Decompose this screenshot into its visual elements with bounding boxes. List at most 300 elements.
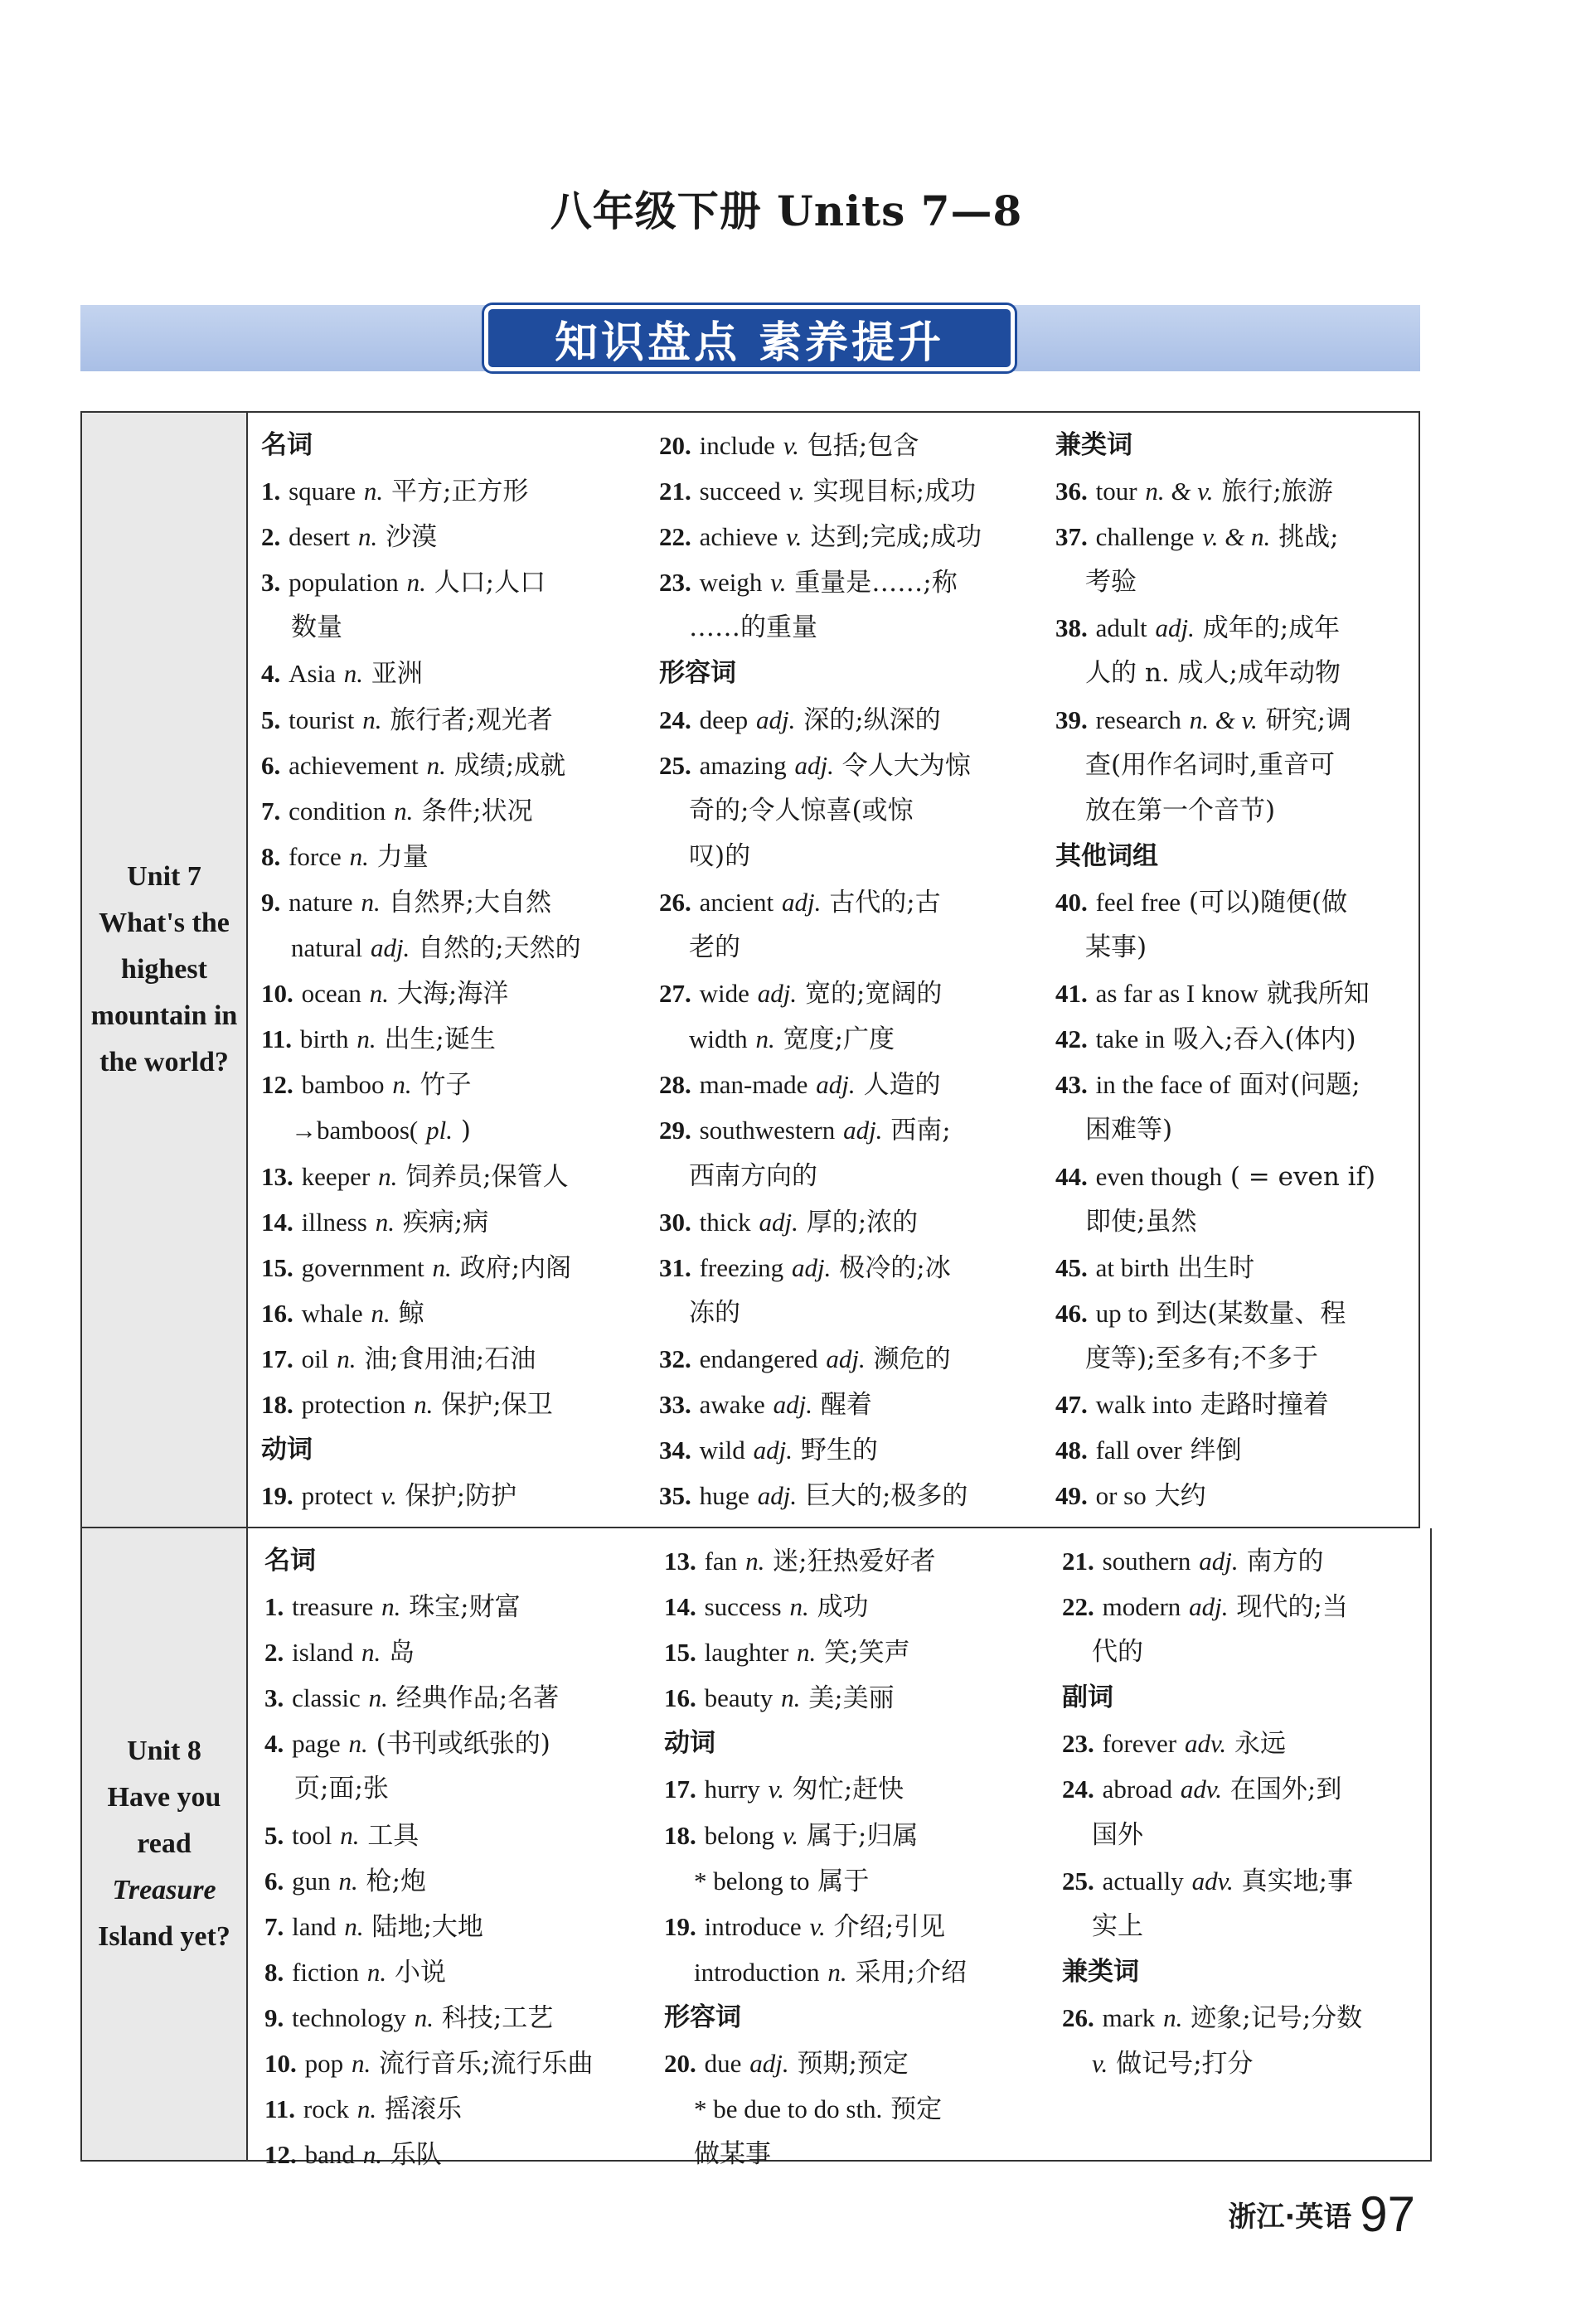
entry-number: 18. xyxy=(261,1389,293,1419)
entry-word: illness xyxy=(301,1207,367,1237)
entry-meaning: 奇的;令人惊喜(或惊 xyxy=(689,795,914,826)
vocab-continuation xyxy=(1062,1904,1427,1949)
vocab-entry xyxy=(264,2086,654,2132)
entry-meaning: 达到;完成;成功 xyxy=(810,522,982,553)
vocab-column xyxy=(264,1538,654,2177)
entry-number: 7. xyxy=(261,796,281,826)
entry-number: 7. xyxy=(264,1911,284,1941)
entry-word: take in xyxy=(1095,1024,1166,1054)
vocab-continuation xyxy=(1055,559,1420,605)
vocab-entry xyxy=(264,2041,654,2086)
entry-word: desert xyxy=(289,522,351,552)
unit-7-table xyxy=(80,411,1420,1528)
part-of-speech: n. xyxy=(745,1547,765,1576)
entry-number: 16. xyxy=(664,1683,696,1713)
vocab-entry xyxy=(1062,1721,1427,1766)
entry-meaning: 力量 xyxy=(376,841,429,872)
unit-8-label xyxy=(98,1728,230,1960)
entry-meaning: 人造的 xyxy=(863,1070,941,1101)
entry-meaning: 面对(问题; xyxy=(1239,1070,1360,1101)
vocab-entry xyxy=(664,1584,1054,1629)
entry-meaning: 即使;虽然 xyxy=(1085,1206,1197,1237)
entry-meaning: 乐队 xyxy=(390,2140,442,2171)
entry-number: 14. xyxy=(664,1592,696,1622)
entry-word: ancient xyxy=(699,887,774,917)
entry-number: 27. xyxy=(659,979,691,1009)
entry-meaning: (可以)随便(做 xyxy=(1188,887,1348,917)
entry-word: tourist xyxy=(289,704,355,734)
entry-number: 25. xyxy=(1062,1866,1094,1896)
entry-word: bamboo xyxy=(301,1070,385,1100)
vocab-entry xyxy=(1055,1473,1420,1518)
entry-meaning: 大海;海洋 xyxy=(396,979,509,1009)
vocab-entry xyxy=(664,1675,1054,1721)
vocab-entry xyxy=(659,971,1049,1016)
entry-word: achievement xyxy=(289,750,419,780)
entry-word: in the face of xyxy=(1095,1070,1231,1100)
vocab-entry xyxy=(264,1721,654,1766)
part-of-speech: adj. xyxy=(753,1436,793,1465)
entry-word: as far as I know xyxy=(1095,979,1258,1009)
unit-8-table xyxy=(80,1528,1432,2171)
entry-meaning: 人的 n. 成人;成年动物 xyxy=(1085,658,1341,689)
vocab-entry xyxy=(261,1336,651,1382)
entry-number: 23. xyxy=(1062,1729,1094,1759)
entry-meaning: 岛 xyxy=(389,1638,415,1668)
category-heading: 动词 xyxy=(664,1728,715,1759)
part-of-speech: adj. xyxy=(756,704,796,734)
entry-word: adult xyxy=(1095,613,1147,643)
vocab-entry xyxy=(261,1154,651,1199)
vocab-entry xyxy=(664,1629,1054,1675)
entry-number: 20. xyxy=(659,431,691,460)
part-of-speech: n. xyxy=(362,2140,382,2170)
entry-meaning: 就我所知 xyxy=(1266,979,1370,1009)
part-of-speech: adj. xyxy=(781,887,822,917)
vocab-continuation xyxy=(1055,651,1420,696)
part-of-speech: n. xyxy=(827,1957,847,1987)
part-of-speech: n. xyxy=(797,1638,817,1668)
part-of-speech: v. xyxy=(786,522,803,552)
entry-meaning: 厚的;浓的 xyxy=(806,1207,919,1237)
entry-meaning: 流行音乐;流行乐曲 xyxy=(379,2049,594,2079)
part-of-speech: n. xyxy=(789,1592,809,1622)
vocab-entry xyxy=(264,1949,654,1995)
entry-meaning: 沙漠 xyxy=(386,522,438,553)
entry-meaning: 美;美丽 xyxy=(808,1683,895,1714)
entry-word: amazing xyxy=(699,750,787,780)
part-of-speech: adj. xyxy=(773,1389,813,1419)
entry-meaning: 属于;归属 xyxy=(806,1820,919,1851)
unit-7-label xyxy=(91,854,238,1086)
vocab-continuation xyxy=(261,605,651,651)
unit-label-line: Treasure xyxy=(112,1875,216,1905)
entry-word: rock xyxy=(303,2094,349,2124)
entry-word: government xyxy=(301,1252,424,1282)
part-of-speech: adj. xyxy=(759,1207,798,1237)
entry-number: 12. xyxy=(264,2140,297,2170)
entry-meaning: 科技;工艺 xyxy=(441,2002,554,2033)
entry-number: 4. xyxy=(261,659,281,689)
vocab-entry xyxy=(664,1766,1054,1812)
unit-label-line: Unit 8 xyxy=(127,1736,201,1766)
entry-word: mark xyxy=(1102,2002,1156,2032)
entry-number: 2. xyxy=(264,1638,284,1668)
unit-label-line: Island yet? xyxy=(98,1921,230,1952)
vocab-continuation xyxy=(659,605,1049,651)
part-of-speech: adj. xyxy=(816,1070,856,1100)
entry-word: introduce xyxy=(704,1911,802,1941)
part-of-speech: n. xyxy=(392,1070,412,1100)
entry-number: 4. xyxy=(264,1729,284,1759)
entry-word: gun xyxy=(292,1866,331,1896)
entry-word: pop xyxy=(304,2049,344,2079)
part-of-speech: n. xyxy=(432,1252,452,1282)
vocab-column xyxy=(1055,423,1420,1518)
part-of-speech: n. xyxy=(349,841,369,871)
entry-number: 42. xyxy=(1055,1024,1088,1054)
part-of-speech: n. xyxy=(368,1683,388,1713)
vocab-entry xyxy=(264,1858,654,1904)
entry-meaning: 陆地;大地 xyxy=(371,1911,483,1942)
entry-meaning: 包括;包含 xyxy=(807,431,919,461)
vocab-entry xyxy=(261,1245,651,1290)
entry-meaning: 度等);至多有;不多于 xyxy=(1085,1343,1318,1373)
entry-meaning: 笑;笑声 xyxy=(824,1638,910,1668)
vocab-continuation xyxy=(264,1766,654,1812)
vocab-continuation xyxy=(1062,2041,1427,2086)
entry-word: width xyxy=(689,1024,748,1054)
entry-number: 10. xyxy=(264,2049,297,2079)
entry-number: 5. xyxy=(264,1820,284,1850)
part-of-speech: n. xyxy=(361,887,381,917)
entry-meaning: 鲸 xyxy=(398,1298,424,1329)
vocab-continuation xyxy=(1055,1107,1420,1153)
entry-number: 9. xyxy=(261,887,281,917)
entry-word: laughter xyxy=(704,1638,789,1668)
unit-label-line: Have you xyxy=(107,1782,221,1813)
entry-word: population xyxy=(289,568,399,598)
category-heading: 副词 xyxy=(1062,1682,1113,1713)
category-heading: 名词 xyxy=(264,1546,316,1576)
part-of-speech: n. xyxy=(426,750,446,780)
entry-word: classic xyxy=(292,1683,361,1713)
vocab-continuation xyxy=(1055,1336,1420,1382)
entry-number: 29. xyxy=(659,1116,691,1145)
entry-number: 18. xyxy=(664,1820,696,1850)
vocab-entry xyxy=(659,1382,1049,1427)
section-banner xyxy=(484,305,1015,371)
part-of-speech: n. xyxy=(366,1957,387,1987)
entry-number: 25. xyxy=(659,750,691,780)
entry-number: 9. xyxy=(264,2002,284,2032)
entry-number: 8. xyxy=(261,841,281,871)
part-of-speech: n. xyxy=(781,1683,801,1713)
entry-meaning: 旅行者;观光者 xyxy=(390,704,553,735)
vocab-continuation xyxy=(1055,743,1420,788)
entry-meaning: 出生;诞生 xyxy=(384,1024,496,1055)
entry-meaning: 大约 xyxy=(1154,1481,1206,1512)
entry-meaning: 人口;人口 xyxy=(434,568,546,598)
vocab-entry xyxy=(1055,468,1420,514)
entry-word: challenge xyxy=(1095,522,1195,552)
category-heading: 兼类词 xyxy=(1055,430,1132,460)
vocab-entry xyxy=(1062,1584,1427,1629)
entry-meaning: 成年的;成年 xyxy=(1202,613,1341,644)
entry-meaning: 枪;炮 xyxy=(366,1866,427,1896)
entry-word: technology xyxy=(292,2002,406,2032)
entry-number: 1. xyxy=(264,1592,284,1622)
part-of-speech: n. xyxy=(369,979,389,1009)
unit-label-line: What's the xyxy=(99,908,230,938)
vocab-entry xyxy=(261,697,651,743)
entry-meaning: 数量 xyxy=(291,612,342,643)
entry-meaning: 研究;调 xyxy=(1265,704,1352,735)
entry-word: introduction xyxy=(694,1957,820,1987)
entry-number: 19. xyxy=(261,1481,293,1511)
entry-meaning: 迹象;记号;分数 xyxy=(1191,2002,1363,2033)
entry-meaning: 自然界;大自然 xyxy=(388,887,551,917)
unit-label-line: highest xyxy=(121,954,207,985)
entry-meaning: 自然的;天然的 xyxy=(418,933,581,964)
part-of-speech: n. xyxy=(414,2002,434,2032)
entry-number: 22. xyxy=(659,522,691,552)
entry-meaning: 做记号;打分 xyxy=(1116,2049,1254,2079)
entry-number: 6. xyxy=(261,750,281,780)
entry-word: belong xyxy=(704,1820,774,1850)
entry-number: 26. xyxy=(1062,2002,1094,2032)
entry-meaning: 重量是……;称 xyxy=(794,568,958,598)
part-of-speech: n. xyxy=(394,796,414,826)
entry-number: 21. xyxy=(1062,1547,1094,1576)
entry-meaning: 深的;纵深的 xyxy=(803,704,941,735)
vocab-entry xyxy=(1062,1538,1427,1584)
entry-meaning: 野生的 xyxy=(800,1436,878,1466)
entry-meaning: 条件;状况 xyxy=(421,796,533,826)
entry-number: 3. xyxy=(264,1683,284,1713)
entry-meaning: 挑战; xyxy=(1278,522,1339,553)
entry-word: wild xyxy=(699,1436,745,1465)
entry-number: 49. xyxy=(1055,1481,1088,1511)
entry-word: success xyxy=(704,1592,782,1622)
part-of-speech: adv. xyxy=(1191,1866,1234,1896)
entry-word: oil xyxy=(301,1344,329,1373)
entry-number: 35. xyxy=(659,1481,691,1511)
vocab-entry xyxy=(659,514,1049,559)
entry-word: weigh xyxy=(699,568,763,598)
part-of-speech: v. xyxy=(381,1481,397,1511)
entry-word: huge xyxy=(699,1481,749,1511)
category-heading: 兼类词 xyxy=(1062,1956,1139,1987)
vocab-continuation xyxy=(261,1107,651,1153)
banner-text: 知识盘点 素养提升 xyxy=(554,317,945,368)
vocab-column xyxy=(659,423,1049,1518)
part-of-speech: adj. xyxy=(792,1252,832,1282)
part-of-speech: adj. xyxy=(826,1344,866,1373)
vocab-continuation xyxy=(261,925,651,971)
vocab-entry xyxy=(659,743,1049,788)
entry-number: 12. xyxy=(261,1070,293,1100)
unit-label-line: Unit 7 xyxy=(127,861,201,892)
vocab-entry xyxy=(264,1629,654,1675)
part-of-speech: n. xyxy=(340,1820,360,1850)
entry-number: 30. xyxy=(659,1207,691,1237)
vocab-entry xyxy=(264,2132,654,2177)
entry-meaning: 宽的;宽阔的 xyxy=(804,979,943,1009)
vocab-entry xyxy=(261,834,651,879)
entry-number: 26. xyxy=(659,887,691,917)
entry-meaning: 实现目标;成功 xyxy=(812,477,977,507)
entry-meaning: 平方;正方形 xyxy=(390,477,529,507)
unit-label-line: mountain in xyxy=(90,1000,238,1031)
entry-word: hurry xyxy=(704,1774,760,1804)
vocab-column xyxy=(664,1538,1054,2177)
vocab-continuation xyxy=(659,1016,1049,1062)
entry-meaning: 油;食用油;石油 xyxy=(364,1344,536,1374)
entry-word: beauty xyxy=(704,1683,774,1713)
entry-number: 10. xyxy=(261,979,293,1009)
entry-number: 38. xyxy=(1055,613,1088,643)
entry-meaning: (书刊或纸张的) xyxy=(376,1729,550,1760)
entry-meaning: 实上 xyxy=(1092,1910,1143,1941)
page-title: 八年级下册 Units 7—8 xyxy=(550,186,1023,235)
entry-meaning: 成绩;成就 xyxy=(453,750,566,781)
entry-meaning: 预定 xyxy=(890,2094,943,2125)
footer-label: 浙江·英语 xyxy=(1228,2201,1352,2234)
entry-meaning: 政府;内阁 xyxy=(459,1252,572,1283)
vocab-continuation xyxy=(659,1154,1049,1199)
vocab-continuation xyxy=(664,1858,1054,1904)
page-footer xyxy=(1228,2181,1415,2242)
entry-meaning: 竹子 xyxy=(419,1070,472,1101)
entry-number: 46. xyxy=(1055,1298,1088,1328)
vocab-entry xyxy=(659,879,1049,925)
entry-meaning: 老的 xyxy=(689,932,740,963)
part-of-speech: v. xyxy=(809,1911,826,1941)
vocab-continuation xyxy=(664,1949,1054,1995)
part-of-speech: n. xyxy=(363,477,384,506)
entry-meaning: 冻的 xyxy=(689,1297,740,1328)
entry-number: 22. xyxy=(1062,1592,1094,1622)
vocab-entry xyxy=(261,971,651,1016)
entry-number: 8. xyxy=(264,1957,284,1987)
part-of-speech: n. xyxy=(338,1866,358,1896)
entry-word: deep xyxy=(699,704,749,734)
entry-number: 33. xyxy=(659,1389,691,1419)
vocab-entry xyxy=(264,1675,654,1721)
vocab-entry xyxy=(659,1199,1049,1245)
vocab-entry xyxy=(1062,1766,1427,1812)
part-of-speech: v. & n. xyxy=(1202,522,1271,552)
entry-number: 43. xyxy=(1055,1070,1088,1100)
vocab-continuation xyxy=(664,2086,1054,2132)
vocab-entry xyxy=(659,1245,1049,1290)
part-of-speech: n. xyxy=(344,1911,364,1941)
entry-word: square xyxy=(289,477,356,506)
entry-number: 31. xyxy=(659,1252,691,1282)
entry-meaning: 工具 xyxy=(367,1820,419,1851)
part-of-speech: n. xyxy=(343,659,364,689)
entry-number: 23. xyxy=(659,568,691,598)
entry-word: force xyxy=(289,841,342,871)
entry-meaning: 成功 xyxy=(817,1592,869,1623)
vocab-entry xyxy=(1062,1858,1427,1904)
entry-number: 39. xyxy=(1055,704,1088,734)
entry-word: tour xyxy=(1095,477,1137,506)
category-heading: 动词 xyxy=(261,1435,313,1465)
vocab-entry xyxy=(261,1473,651,1518)
part-of-speech: n. xyxy=(351,2049,371,2079)
entry-word: abroad xyxy=(1102,1774,1172,1804)
entry-meaning: 查(用作名词时,重音可 xyxy=(1085,749,1335,780)
entry-meaning: 西南方向的 xyxy=(689,1160,817,1191)
entry-number: 5. xyxy=(261,704,281,734)
entry-word: natural xyxy=(291,933,363,963)
entry-word: band xyxy=(304,2140,355,2170)
entry-meaning: 匆忙;赶快 xyxy=(792,1774,904,1805)
entry-number: 34. xyxy=(659,1436,691,1465)
entry-word: succeed xyxy=(699,477,781,506)
part-of-speech: n. xyxy=(371,1298,390,1328)
entry-meaning: 吸入;吞入(体内) xyxy=(1172,1024,1356,1055)
entry-word: protection xyxy=(301,1389,406,1419)
entry-word: actually xyxy=(1102,1866,1184,1896)
vocab-entry xyxy=(659,1107,1049,1153)
vocab-continuation xyxy=(659,834,1049,879)
vocab-entry xyxy=(264,1995,654,2041)
entry-meaning: 西南; xyxy=(890,1116,951,1146)
entry-number: 6. xyxy=(264,1866,284,1896)
vocab-entry xyxy=(261,1016,651,1062)
entry-word: awake xyxy=(699,1389,765,1419)
vocab-entry xyxy=(1055,514,1420,559)
part-of-speech: n. xyxy=(755,1024,775,1054)
part-of-speech: pl. xyxy=(426,1116,453,1145)
entry-number: 15. xyxy=(261,1252,293,1282)
entry-meaning: 现代的;当 xyxy=(1236,1592,1348,1623)
entry-number: 11. xyxy=(261,1024,293,1054)
vocab-entry xyxy=(659,559,1049,605)
vocab-continuation xyxy=(1062,1629,1427,1675)
unit-label-line: the world? xyxy=(99,1047,229,1077)
part-of-speech: v. xyxy=(783,431,799,460)
vocab-continuation xyxy=(659,925,1049,971)
entry-meaning: 亚洲 xyxy=(371,659,423,690)
entry-word: land xyxy=(292,1911,337,1941)
entry-word: * be due to do sth. xyxy=(694,2094,883,2124)
vocab-entry xyxy=(261,514,651,559)
vocab-entry xyxy=(261,1062,651,1107)
entry-word: * belong to xyxy=(694,1866,810,1896)
vocab-entry xyxy=(1055,971,1420,1016)
vocab-continuation xyxy=(1055,788,1420,834)
entry-word: fall over xyxy=(1095,1436,1182,1465)
vocab-entry xyxy=(261,743,651,788)
entry-number: 47. xyxy=(1055,1389,1088,1419)
entry-number: 20. xyxy=(664,2049,696,2079)
part-of-speech: adv. xyxy=(1180,1774,1223,1804)
entry-number: 13. xyxy=(261,1161,293,1191)
part-of-speech: n. xyxy=(378,1161,398,1191)
part-of-speech: n. xyxy=(358,522,378,552)
entry-meaning: ( = even if) xyxy=(1229,1161,1376,1192)
vocab-entry xyxy=(659,468,1049,514)
entry-meaning: 小说 xyxy=(395,1957,446,1988)
entry-word: tool xyxy=(292,1820,332,1850)
vocab-entry xyxy=(1055,1016,1420,1062)
part-of-speech: n. xyxy=(348,1729,368,1759)
entry-number: 2. xyxy=(261,522,281,552)
